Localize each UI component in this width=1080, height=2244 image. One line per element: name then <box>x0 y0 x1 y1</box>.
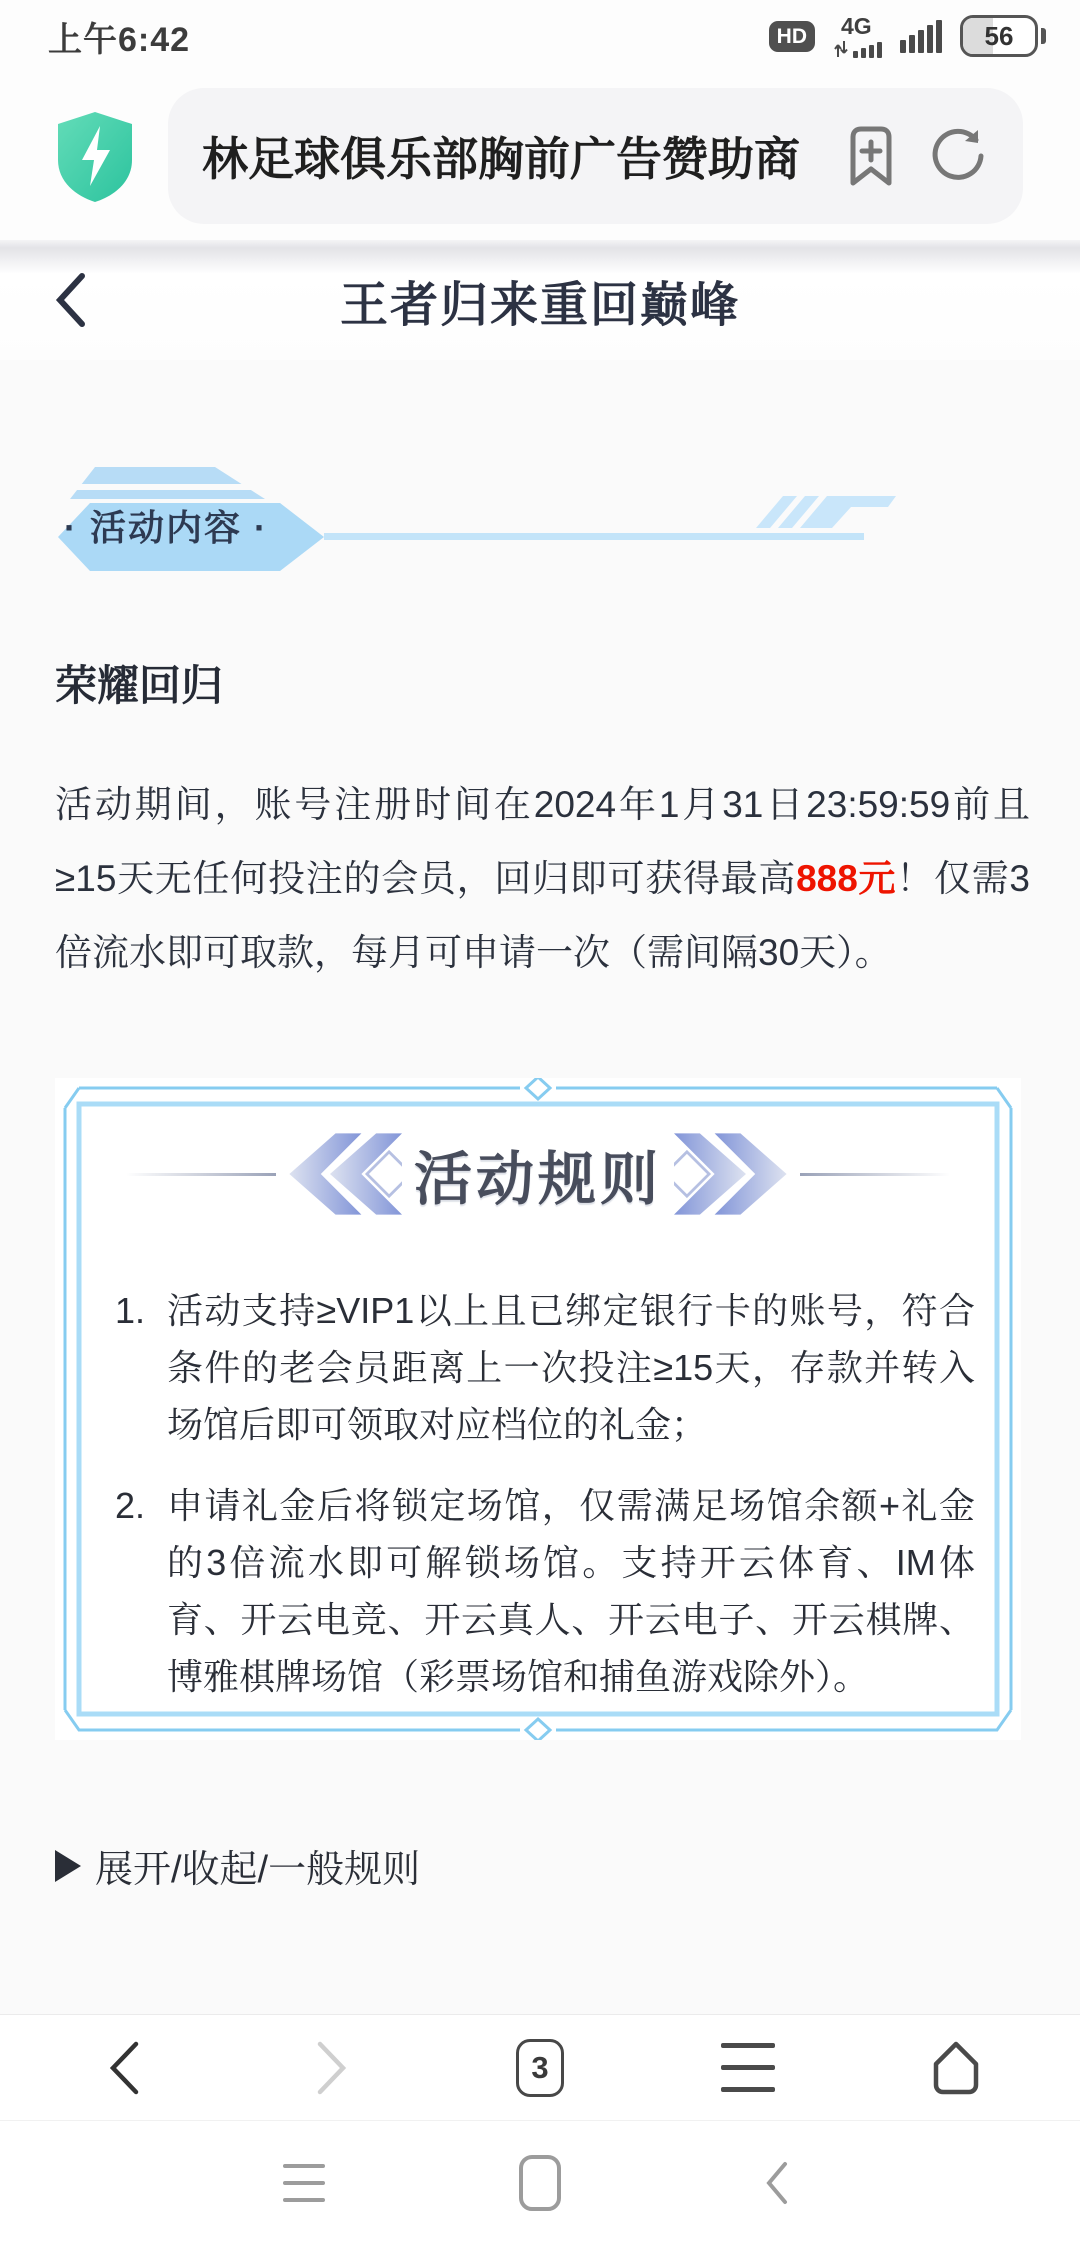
refresh-button[interactable] <box>931 127 989 185</box>
menu-icon <box>721 2043 775 2092</box>
title-chevrons-left-icon <box>282 1129 402 1219</box>
rule-item-1 <box>115 1282 975 1453</box>
tabs-button[interactable] <box>500 2028 580 2108</box>
para-text-before: 活动期间，账号注册时间在2024年1月31日23:59:59前且≥15天无任何投注的会员，回归即可获得最高 <box>55 784 1030 899</box>
browser-back-button[interactable] <box>84 2028 164 2108</box>
title-chevrons-right-icon <box>674 1129 794 1219</box>
rules-box <box>55 1078 1021 1740</box>
rule-number: 1. <box>115 1290 146 1331</box>
para-text-after: ！仅需3倍流水即可取款，每月可申请一次（需间隔30天）。 <box>55 858 1030 973</box>
home-icon <box>929 2039 983 2097</box>
add-bookmark-button[interactable] <box>845 125 897 187</box>
android-menu-button[interactable] <box>269 2148 339 2218</box>
rule-text: 申请礼金后将锁定场馆，仅需满足场馆余额+礼金的3倍流水即可解锁场馆。支持开云体育、IM体育、开云电竞、开云真人、开云电子、开云棋牌、博雅棋牌场馆（彩票场馆和捕鱼游戏除外）。 <box>167 1485 975 1697</box>
android-back-button[interactable] <box>741 2148 811 2218</box>
promo-heading: 荣耀回归 <box>55 662 224 709</box>
expand-rules-toggle[interactable] <box>55 1838 420 1893</box>
back-button[interactable] <box>50 264 120 336</box>
android-menu-icon <box>283 2164 325 2202</box>
browser-home-button[interactable] <box>916 2028 996 2108</box>
rule-text: 活动支持≥VIP1以上且已绑定银行卡的账号，符合条件的老会员距离上一次投注≥15天，存款并转入场馆后即可领取对应档位的礼金； <box>167 1290 975 1445</box>
url-field[interactable] <box>168 88 1023 224</box>
url-text: 林足球俱乐部胸前广告赞助商 <box>202 133 800 185</box>
page-title: 王者归来重回巅峰 <box>339 278 740 332</box>
network-type-label: 4G <box>841 12 872 39</box>
clock: 上午6:42 <box>48 20 191 59</box>
browser-forward-button[interactable] <box>292 2028 372 2108</box>
para-highlight-amount: 888元 <box>796 858 897 899</box>
battery-icon <box>960 15 1038 57</box>
browser-toolbar <box>0 2014 1080 2120</box>
browser-menu-button[interactable] <box>708 2028 788 2108</box>
tab-count: 3 <box>531 2049 549 2085</box>
tab-counter <box>516 2039 564 2097</box>
title-line-left <box>126 1173 276 1176</box>
data-arrows-icon <box>833 40 849 58</box>
security-shield-icon <box>52 108 138 204</box>
battery-percent: 56 <box>984 20 1014 51</box>
rules-list <box>115 1282 975 1729</box>
signal-strength-icon <box>900 20 942 53</box>
expand-label: 展开/收起/一般规则 <box>95 1849 421 1891</box>
sim2-signal-icon <box>853 42 882 58</box>
battery-tip <box>1041 28 1046 44</box>
network-indicator <box>833 12 882 58</box>
android-home-button[interactable] <box>505 2148 575 2218</box>
android-home-icon <box>519 2155 561 2211</box>
android-back-icon <box>763 2161 789 2205</box>
rule-number: 2. <box>115 1485 146 1526</box>
title-line-right <box>800 1173 950 1176</box>
hd-icon: HD <box>769 21 815 52</box>
rule-item-2 <box>115 1477 975 1705</box>
android-nav-bar <box>0 2120 1080 2244</box>
page-header <box>0 240 1080 360</box>
rules-title-row <box>55 1126 1021 1222</box>
status-icons <box>769 12 1046 58</box>
section-badge-label: · 活动内容 · <box>64 507 268 548</box>
expand-triangle-icon <box>55 1850 81 1882</box>
page-content <box>0 360 1080 2014</box>
status-bar <box>0 0 1080 72</box>
rules-title: 活动规则 <box>413 1147 662 1212</box>
promo-paragraph <box>55 768 1030 990</box>
browser-address-row <box>0 72 1080 240</box>
